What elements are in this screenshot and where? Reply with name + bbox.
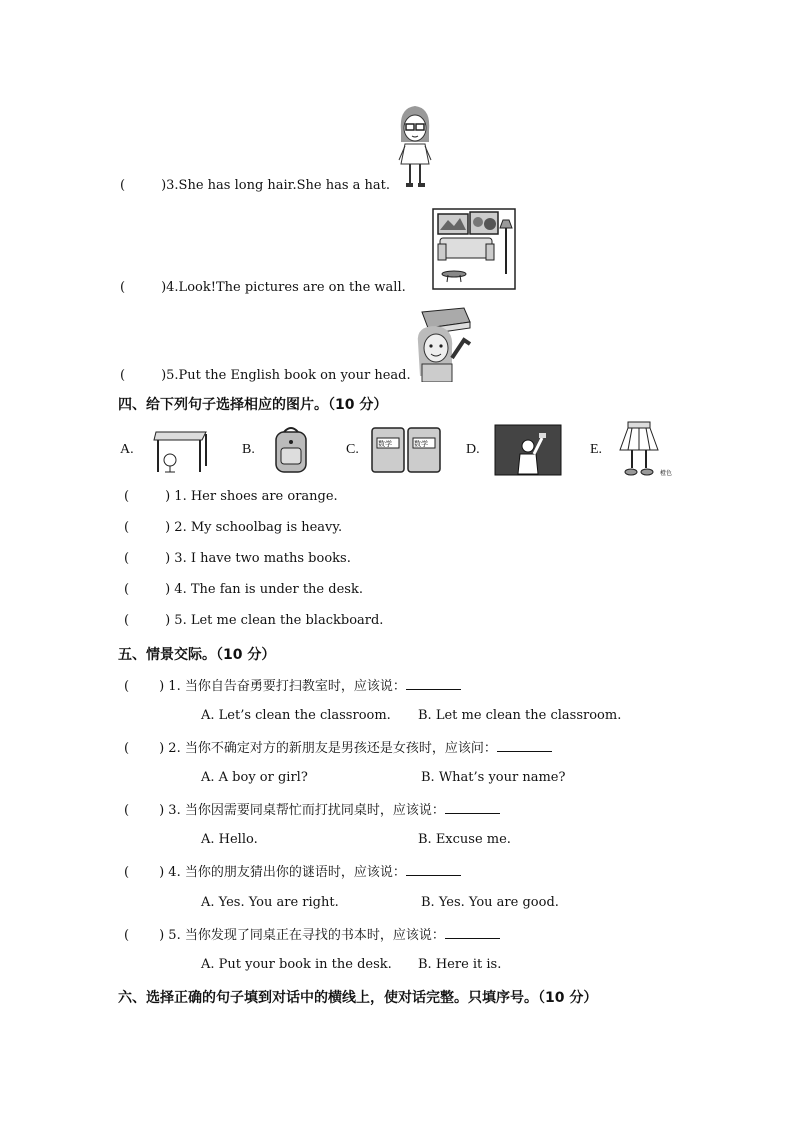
boy-cleaning-blackboard-icon bbox=[494, 424, 562, 476]
s5-q1-option-b[interactable]: B. Let me clean the classroom. bbox=[418, 708, 622, 723]
answer-line[interactable] bbox=[445, 801, 500, 814]
answer-blank-open[interactable]: ( bbox=[120, 178, 126, 193]
s5-q2-option-a[interactable]: A. A boy or girl? bbox=[201, 770, 308, 785]
question-3-row: ( )3.She has long hair.She has a hat. bbox=[120, 178, 390, 193]
s5-question-2: ( ) 2. 当你不确定对方的新朋友是男孩还是女孩时，应该问： bbox=[124, 739, 552, 757]
desk-with-fan-icon bbox=[152, 426, 210, 474]
answer-blank-open[interactable]: ( bbox=[120, 368, 126, 383]
section-6-title: 六、选择正确的句子填到对话中的横线上，使对话完整。只填序号。（10 分） bbox=[118, 990, 598, 1006]
schoolbag-icon bbox=[270, 424, 312, 474]
option-a-label: A. bbox=[120, 442, 134, 457]
section-5-title: 五、情景交际。（10 分） bbox=[118, 647, 276, 663]
book-label-1: 数学 bbox=[378, 440, 392, 448]
s5-q2-option-b[interactable]: B. What’s your name? bbox=[421, 770, 566, 785]
option-d-label: D. bbox=[466, 442, 480, 457]
option-b-label: B. bbox=[242, 442, 255, 457]
section-4-title: 四、给下列句子选择相应的图片。（10 分） bbox=[118, 397, 388, 413]
question-5-row: ( )5.Put the English book on your head. bbox=[120, 368, 411, 383]
s4-item-3: ( ) 3. I have two maths books. bbox=[124, 551, 351, 566]
s5-q4-option-b[interactable]: B. Yes. You are good. bbox=[421, 895, 559, 910]
s4-item-1: ( ) 1. Her shoes are orange. bbox=[124, 489, 338, 504]
s5-q5-option-a[interactable]: A. Put your book in the desk. bbox=[201, 957, 392, 972]
answer-line[interactable] bbox=[406, 863, 461, 876]
question-text: 3.She has long hair.She has a hat. bbox=[166, 178, 390, 193]
s5-q3-option-b[interactable]: B. Excuse me. bbox=[418, 832, 511, 847]
living-room-pictures-image bbox=[432, 208, 516, 290]
s4-item-4: ( ) 4. The fan is under the desk. bbox=[124, 582, 363, 597]
s4-item-2: ( ) 2. My schoolbag is heavy. bbox=[124, 520, 343, 535]
answer-line[interactable] bbox=[497, 739, 552, 752]
answer-blank-open[interactable]: ( bbox=[120, 280, 126, 295]
question-text: 4.Look!The pictures are on the wall. bbox=[166, 280, 406, 295]
answer-line[interactable] bbox=[406, 677, 461, 690]
question-text: 5.Put the English book on your head. bbox=[166, 368, 411, 383]
s5-q1-option-a[interactable]: A. Let’s clean the classroom. bbox=[201, 708, 391, 723]
option-e-label: E. bbox=[590, 442, 603, 457]
s5-question-4: ( ) 4. 当你的朋友猜出你的谜语时，应该说： bbox=[124, 863, 461, 881]
book-label-2: 数学 bbox=[414, 440, 428, 448]
s5-q3-option-a[interactable]: A. Hello. bbox=[201, 832, 258, 847]
girl-with-glasses-image bbox=[393, 102, 437, 190]
picture-options-row bbox=[120, 418, 680, 482]
s5-question-5: ( ) 5. 当你发现了同桌正在寻找的书本时，应该说： bbox=[124, 926, 500, 944]
shoe-color-note: 橙色 bbox=[660, 470, 673, 477]
girl-book-on-head-image bbox=[408, 306, 474, 382]
answer-line[interactable] bbox=[445, 926, 500, 939]
s5-question-1: ( ) 1. 当你自告奋勇要打扫教室时，应该说： bbox=[124, 677, 461, 695]
two-maths-books-icon bbox=[370, 426, 442, 476]
skirt-and-shoes-icon bbox=[618, 420, 678, 480]
s5-q4-option-a[interactable]: A. Yes. You are right. bbox=[201, 895, 339, 910]
s5-q5-option-b[interactable]: B. Here it is. bbox=[418, 957, 502, 972]
question-4-row: ( )4.Look!The pictures are on the wall. bbox=[120, 280, 406, 295]
s4-item-5: ( ) 5. Let me clean the blackboard. bbox=[124, 613, 384, 628]
s5-question-3: ( ) 3. 当你因需要同桌帮忙而打扰同桌时，应该说： bbox=[124, 801, 500, 819]
option-c-label: C. bbox=[346, 442, 359, 457]
